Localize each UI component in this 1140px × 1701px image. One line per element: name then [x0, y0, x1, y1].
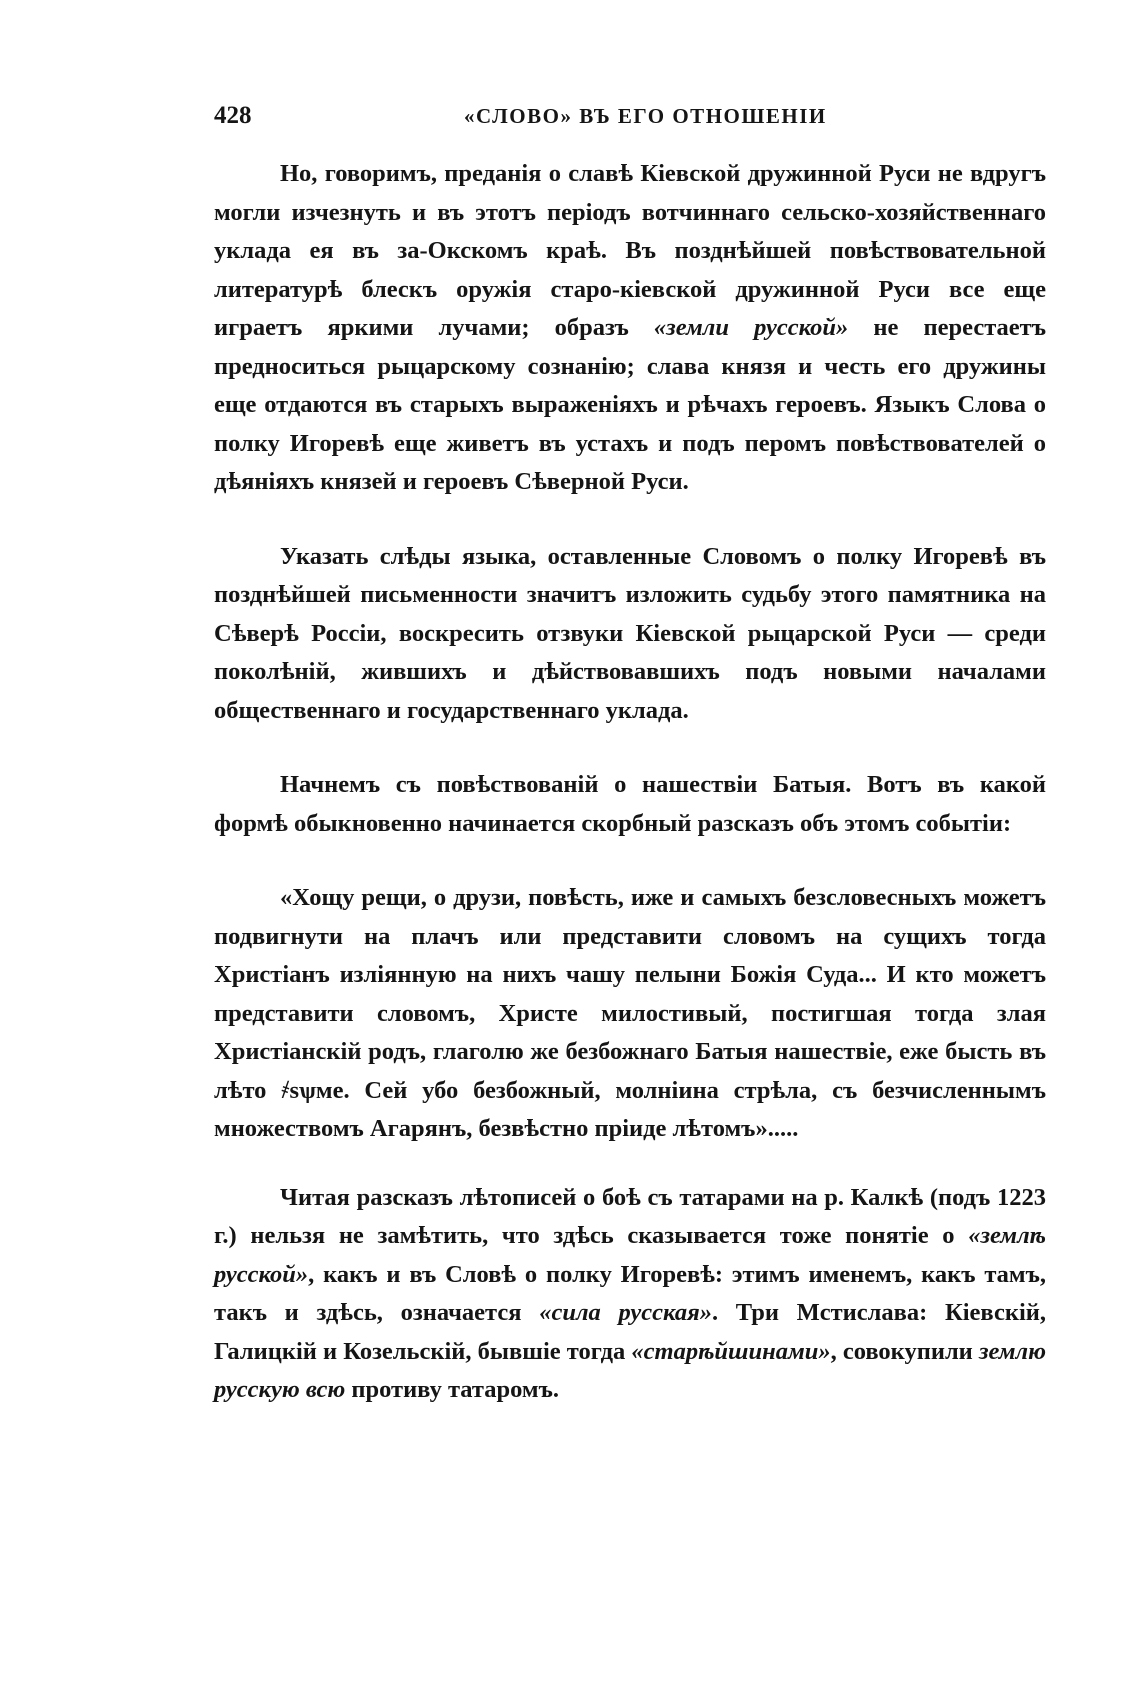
paragraph-1 [214, 155, 1046, 502]
paragraph-5 [214, 1179, 1046, 1410]
running-head: «СЛОВО» ВЪ ЕГО ОТНОШЕНІИ [464, 104, 827, 128]
quotation-paragraph [214, 879, 1046, 1149]
text-run: Указать слѣды языка, оставленные Словомъ о полку Игоревѣ въ позднѣйшей письменности значитъ изложить судьбу этого памятника на Сѣверѣ Россіи, воскресить отзвуки Кіевской рыцарской Руси — среди поколѣній, жившихъ и дѣйствовавшихъ подъ новыми началами общественнаго и государственнаго уклада. [214, 542, 1046, 724]
text-run: , совокупили [830, 1337, 979, 1365]
page-number: 428 [214, 102, 252, 129]
italic-text-run: «землѣ русской» [214, 1222, 1046, 1288]
text-run: «Хощу рещи, о друзи, повѣсть, иже и самыхъ безсловесныхъ можетъ подвигнути на плачъ или представити словомъ на сущихъ тогда Христіанъ изліянную на нихъ чашу пелыни Божія Суда... И кто можетъ представити словомъ, Христе милостивый, постигшая тогда злая Христіанскій родъ, глаголю же безбожнаго Батыя нашествіе, еже бысть въ лѣто ҂ѕѱме. Сей убо безбожный, молніина стрѣла, съ безчисленнымъ множествомъ Агарянъ, безвѣстно пріиде лѣтомъ»..... [214, 884, 1046, 1142]
paragraph-3 [214, 766, 1046, 843]
page-header [214, 102, 1046, 138]
italic-text-run: «старѣйшинами» [631, 1337, 831, 1365]
text-run: противу татаромъ. [345, 1376, 559, 1403]
paragraph-2 [214, 538, 1046, 731]
italic-text-run: «земли русской» [653, 314, 849, 341]
italic-text-run: землю русскую всю [214, 1337, 1047, 1403]
text-run: , какъ и въ Словѣ о полку Игоревѣ: этимъ именемъ, какъ тамъ, такъ и здѣсь, означается [214, 1260, 1046, 1326]
text-run: Но, говоримъ, преданія о славѣ Кіевской дружинной Руси не вдругъ могли изчезнуть и въ этотъ періодъ вотчиннаго сельско-хозяйственнаго уклада ея въ за-Окскомъ краѣ. Въ позднѣйшей повѣствовательной литературѣ блескъ оружія старо-кіевской дружинной Руси все еще играетъ яркими лучами; образъ [214, 160, 1046, 341]
text-run: Читая разсказъ лѣтописей о боѣ съ татарами на р. Калкѣ (подъ 1223 г.) нельзя не замѣтить, что здѣсь сказывается тоже понятіе о [214, 1183, 1046, 1249]
text-run: Начнемъ съ повѣствованій о нашествіи Батыя. Вотъ въ какой формѣ обыкновенно начинается скорбный разсказъ объ этомъ событіи: [214, 771, 1046, 837]
text-run: не перестаетъ предноситься рыцарскому сознанію; слава князя и честь его дружины еще отдаются въ старыхъ выраженіяхъ и рѣчахъ героевъ. Языкъ Слова о полку Игоревѣ еще живетъ въ устахъ и подъ перомъ повѣствователей о дѣяніяхъ князей и героевъ Сѣверной Руси. [214, 314, 1046, 495]
text-run: . Три Мстислава: Кіевскій, Галицкій и Козельскій, бывшіе тогда [214, 1299, 1046, 1365]
italic-text-run: «сила русская» [539, 1299, 712, 1326]
body-text [214, 155, 1046, 1410]
